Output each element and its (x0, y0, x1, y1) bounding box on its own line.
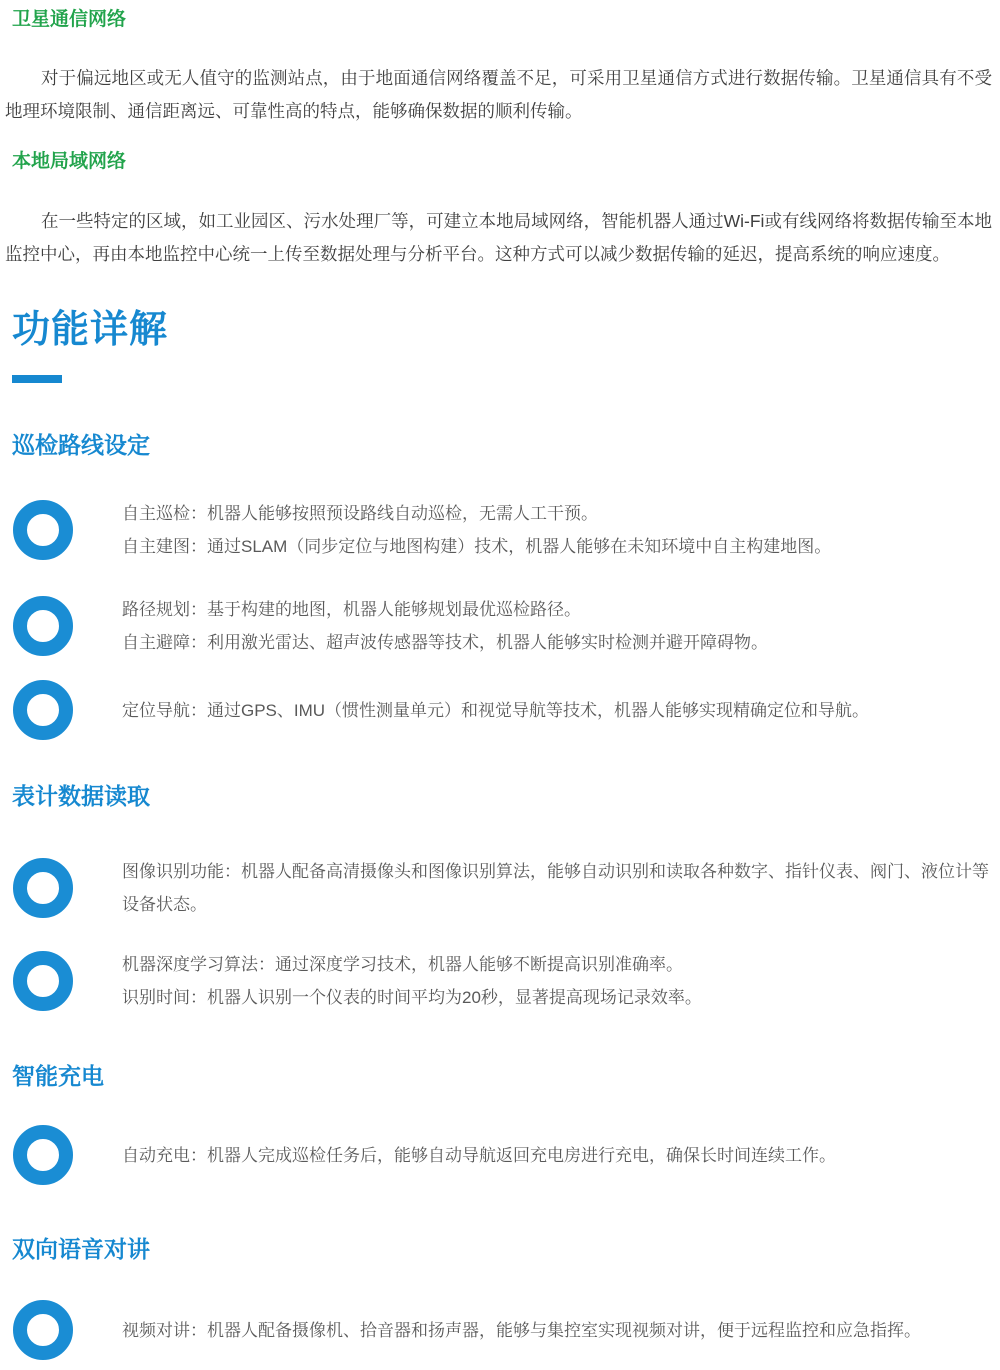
feature-line: 自主建图：通过SLAM（同步定位与地图构建）技术，机器人能够在未知环境中自主构建地图。 (122, 537, 832, 556)
feature-text (122, 593, 992, 659)
title-underline (12, 375, 62, 383)
feature-text (122, 948, 992, 1014)
ring-circle-icon (13, 1125, 73, 1185)
feature-text (122, 1314, 992, 1347)
feature-item-positioning-navigation (13, 680, 1000, 740)
subsection-heading-inspection-route: 巡检路线设定 (12, 432, 150, 458)
feature-text (122, 855, 992, 921)
ring-circle-icon (13, 951, 73, 1011)
feature-line: 图像识别功能：机器人配备高清摄像头和图像识别算法，能够自动识别和读取各种数字、指针仪表、阀门、液位计等设备状态。 (122, 862, 989, 914)
feature-item-deep-learning (13, 948, 1000, 1014)
feature-line: 自主避障：利用激光雷达、超声波传感器等技术，机器人能够实时检测并避开障碍物。 (122, 633, 768, 652)
feature-item-image-recognition (13, 855, 1000, 921)
section-heading-local-network: 本地局域网络 (12, 151, 127, 172)
subsection-heading-voice-intercom: 双向语音对讲 (12, 1236, 150, 1262)
feature-item-auto-charging (13, 1125, 1000, 1185)
paragraph-satellite-network: 对于偏远地区或无人值守的监测站点，由于地面通信网络覆盖不足，可采用卫星通信方式进行数据传输。卫星通信具有不受地理环境限制、通信距离远、可靠性高的特点，能够确保数据的顺利传输。 (5, 68, 992, 121)
ring-circle-icon (13, 596, 73, 656)
feature-item-auto-inspection (13, 497, 1000, 563)
ring-circle-icon (13, 1300, 73, 1360)
feature-text (122, 1139, 992, 1172)
feature-text (122, 694, 992, 727)
feature-line: 识别时间：机器人识别一个仪表的时间平均为20秒，显著提高现场记录效率。 (122, 988, 702, 1007)
page-title-function-details: 功能详解 (12, 309, 169, 351)
feature-line: 机器深度学习算法：通过深度学习技术，机器人能够不断提高识别准确率。 (122, 955, 683, 974)
feature-text (122, 497, 992, 563)
ring-circle-icon (13, 858, 73, 918)
paragraph-local-network: 在一些特定的区域，如工业园区、污水处理厂等，可建立本地局域网络，智能机器人通过Wi-Fi或有线网络将数据传输至本地监控中心，再由本地监控中心统一上传至数据处理与分析平台。这种方式可以减少数据传输的延迟，提高系统的响应速度。 (5, 211, 992, 264)
section-heading-satellite-network: 卫星通信网络 (12, 9, 127, 30)
feature-line: 自主巡检：机器人能够按照预设路线自动巡检，无需人工干预。 (122, 504, 598, 523)
subsection-heading-smart-charging: 智能充电 (12, 1063, 104, 1089)
feature-line: 视频对讲：机器人配备摄像机、拾音器和扬声器，能够与集控室实现视频对讲，便于远程监控和应急指挥。 (122, 1320, 921, 1340)
feature-line: 路径规划：基于构建的地图，机器人能够规划最优巡检路径。 (122, 600, 581, 619)
ring-circle-icon (13, 500, 73, 560)
ring-circle-icon (13, 680, 73, 740)
feature-line: 自动充电：机器人完成巡检任务后，能够自动导航返回充电房进行充电，确保长时间连续工作。 (122, 1145, 836, 1165)
feature-item-video-intercom (13, 1300, 1000, 1360)
subsection-heading-meter-reading: 表计数据读取 (12, 783, 150, 809)
feature-line: 定位导航：通过GPS、IMU（惯性测量单元）和视觉导航等技术，机器人能够实现精确定位和导航。 (122, 700, 870, 720)
feature-item-path-planning (13, 593, 1000, 659)
